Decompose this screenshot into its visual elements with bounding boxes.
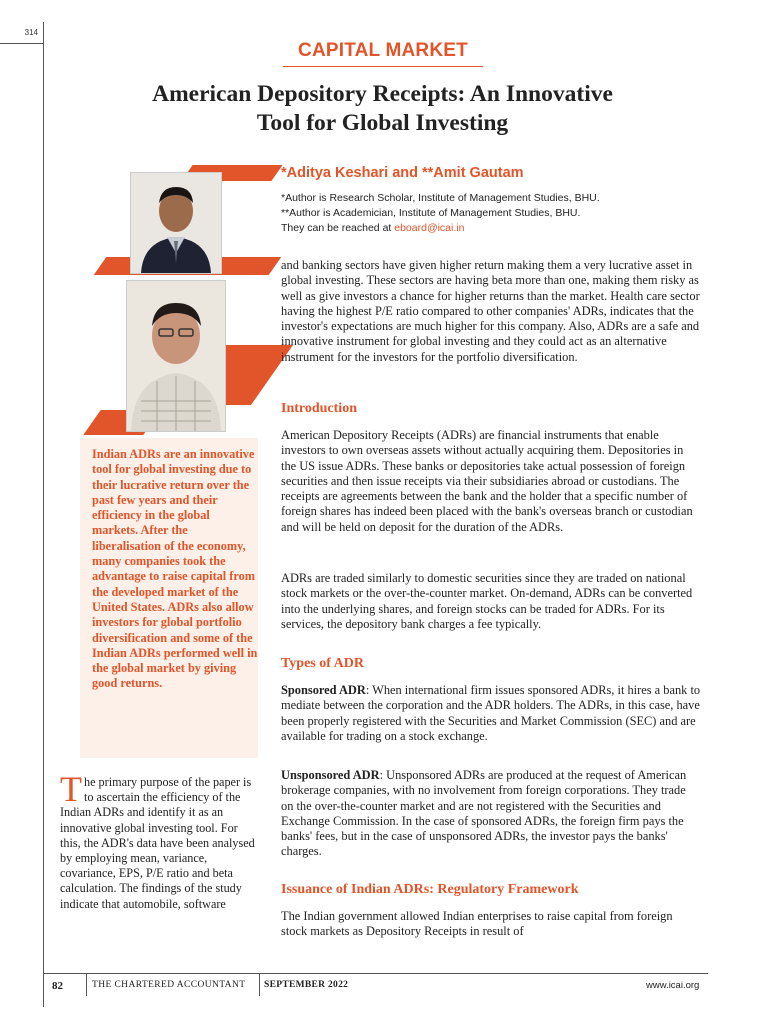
unsponsored-label: Unsponsored ADR [281,768,380,782]
title-line-1: American Depository Receipts: An Innovative [152,81,613,107]
title-line-2: Tool for Global Investing [256,110,509,136]
sponsored-label: Sponsored ADR [281,683,366,697]
section-underline [283,66,483,67]
author-note-2: **Author is Academician, Institute of Management Studies, BHU. [281,207,581,219]
pullquote-text: Indian ADRs are an innovative tool for global investing due to their lucrative return over the past few years and their efficiency in the global markets. After the liberalisation of the economy, many companies took the advantage to raise capital from the developed market of the United States. ADRs also allow investors for global portfolio diversification and some of the Indian ADRs performed well in the global market by giving good returns. [92,447,258,691]
author-photo-gautam [126,280,226,432]
margin-rule [43,22,44,1007]
footer-divider [259,973,260,996]
contact-email-link[interactable]: eboard@icai.in [394,222,465,234]
sponsored-paragraph [281,683,701,744]
article-authors: *Aditya Keshari and **Amit Gautam [281,165,524,181]
corner-page-number: 314 [24,28,38,37]
corner-rule [0,43,43,44]
journal-name: THE CHARTERED ACCOUNTANT [92,980,246,990]
page-number: 82 [52,980,63,992]
article-title [60,80,705,138]
website-link[interactable]: www.icai.org [646,980,700,991]
abstract [60,769,256,912]
footer-divider [86,973,87,996]
author-note-1: *Author is Research Scholar, Institute of Management Studies, BHU. [281,192,600,204]
issuance-paragraph: The Indian government allowed Indian enterprises to raise capital from foreign stock markets as Depository Receipts in result of [281,909,673,939]
author-photos [92,165,277,435]
intro-paragraph-2: ADRs are traded similarly to domestic securities since they are traded on national stock markets or the over-the-counter market. On-demand, ADRs can be converted into the underlying shares, and foreign stocks can be traded for ADRs. For its services, the depository bank charges a fee typically. [281,571,693,631]
drop-cap: T [60,769,82,809]
author-contact [281,222,464,234]
section-label: CAPITAL MARKET [298,40,468,61]
abstract-text: he primary purpose of the paper is to ascertain the efficiency of the Indian ADRs and identify it as an innovative global investing tool. For this, the ADR's data have been analysed by employing mean, variance, covariance, EPS, P/E ratio and beta calculation. The findings of the study indicate that automobile, software [60,775,255,911]
intro-paragraph-1: American Depository Receipts (ADRs) are financial instruments that enable investors to own overseas assets without actually acquiring them. Depositories in the US issue ADRs. These banks or depositories take actual possession of foreign securities and then issue receipts via their subsidiaries abroad or custodians. The receipts are agreements between the bank and the holder that a specific number of foreign shares has indeed been placed with the bank's overseas branch or custodian and will be held on deposit for the duration of the ADRs. [281,428,693,534]
contact-prefix: They can be reached at [281,222,395,234]
heading-issuance: Issuance of Indian ADRs: Regulatory Framework [281,882,579,897]
heading-types: Types of ADR [281,656,364,671]
issue-date: SEPTEMBER 2022 [264,980,349,990]
footer-rule [44,973,708,974]
unsponsored-paragraph [281,768,701,860]
heading-introduction: Introduction [281,401,357,416]
author-photo-keshari [130,172,222,274]
intro-continued: and banking sectors have given higher return making them a very lucrative asset in global investing. These sectors are having beta more than one, making them risky as well as give investors a chance for higher returns than the market. Health care sector having the highest P/E ratio compared to other companies' ADRs, indicates that the investor's expectations are much higher for this company. Also, ADRs are a safe and innovative instrument for global investing and they could act as an alternative instrument for the investors for the portfolio diversification. [281,258,700,364]
unsponsored-text: : Unsponsored ADRs are produced at the request of American brokerage companies, with no involvement from foreign corporations. They trade on the over-the-counter market and are not registered with the Securities and Exchange Commission. In the case of sponsored ADRs, the foreign firm pays the banks' fees, but in the case of unsponsored ADRs, the investor pays the banks' charges. [281,768,687,859]
sponsored-text: : When international firm issues sponsored ADRs, it hires a bank to mediate between the corporation and the ADR holders. The ADRs, in this case, have been properly registered with the Securities and Market Commission (SEC) and are available for trading on a stock exchange. [281,683,701,743]
